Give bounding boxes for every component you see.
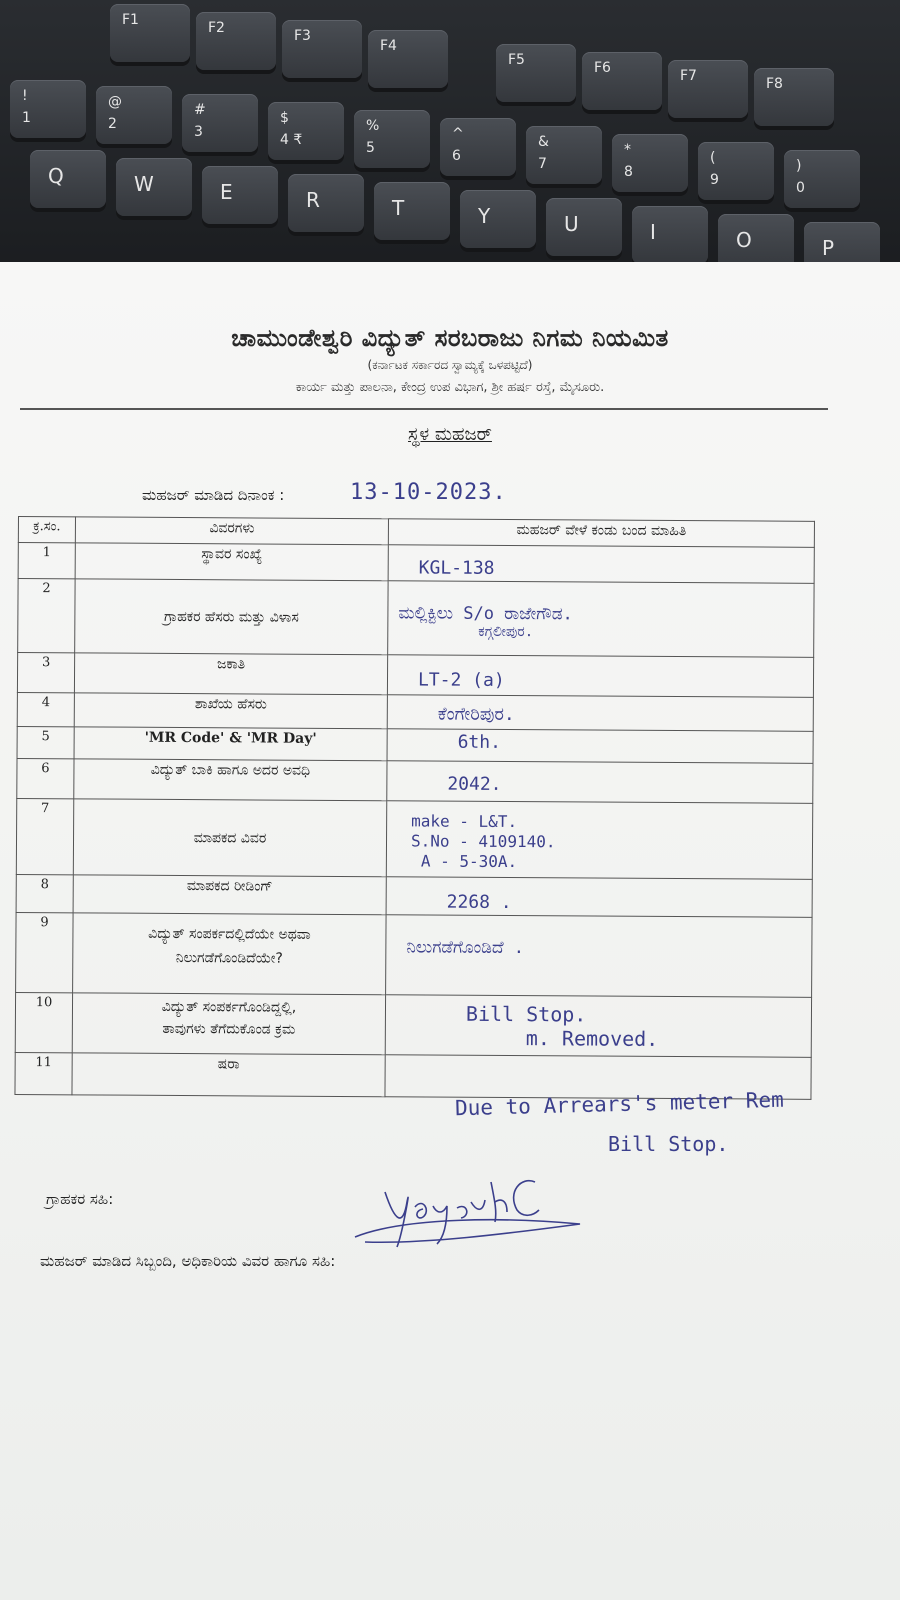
- row-item-text: ವಿದ್ಯುತ್ ಸಂಪರ್ಕಗೊಂಡಿದ್ದಲ್ಲಿ,: [161, 998, 297, 1016]
- key-label: F4: [380, 38, 397, 54]
- handwritten-text: m. Removed.: [525, 1026, 659, 1051]
- row-item-text: ತಾವುಗಳು ತೆಗೆದುಕೊಂಡ ಕ್ರಮ: [162, 1020, 296, 1038]
- keyboard-backdrop: [0, 0, 900, 275]
- row-serial: 1: [18, 543, 75, 579]
- key-label: 8: [624, 164, 633, 180]
- handwritten-text: 2042.: [447, 773, 502, 795]
- row-serial: 8: [16, 874, 73, 912]
- key-label: F2: [208, 20, 225, 36]
- handwritten-text: A - 5-30A.: [420, 851, 518, 872]
- handwritten-text: ನಿಲುಗಡೆಗೊಂಡಿದೆ .: [406, 937, 525, 959]
- row-value: [387, 729, 813, 764]
- customer-signature-label: ಗ್ರಾಹಕರ ಸಹಿ:: [46, 1190, 114, 1208]
- key-label: #: [194, 102, 206, 118]
- key-label: (: [710, 150, 716, 166]
- row-item: ವಿದ್ಯುತ್ ಬಾಕಿ ಹಾಗೂ ಅದರ ಅವಧಿ: [74, 759, 387, 801]
- customer-signature: [345, 1162, 585, 1252]
- key-f8: [754, 68, 834, 126]
- key-f2: [196, 12, 276, 70]
- mahazar-document: [0, 262, 900, 1600]
- key-label: I: [650, 220, 656, 244]
- key-r: [288, 174, 364, 232]
- row-item: ಮಾಪಕದ ರೀಡಿಂಗ್: [73, 875, 386, 915]
- row-item: ಜಕಾತಿ: [74, 653, 387, 695]
- staff-signature-label: ಮಹಜರ್ ಮಾಡಿದ ಸಿಬ್ಬಂದಿ, ಅಧಿಕಾರಿಯ ವಿವರ ಹಾಗೂ ಸಹಿ:: [40, 1252, 336, 1270]
- table-row: [18, 579, 814, 658]
- key-label: 3: [194, 124, 203, 140]
- key-label: 4 ₹: [280, 132, 303, 148]
- key-label: 5: [366, 140, 375, 156]
- row-serial: 7: [16, 798, 73, 874]
- header-serial: ಕ್ರ.ಸಂ.: [18, 517, 75, 543]
- table-row: [16, 874, 812, 917]
- row-serial: 2: [18, 579, 75, 653]
- row-item: 'MR Code' & 'MR Day': [74, 727, 387, 761]
- row-serial: 3: [17, 653, 74, 693]
- table-row: [16, 798, 812, 879]
- table-row: [17, 758, 813, 803]
- key-f6: [582, 52, 662, 110]
- row-item: [72, 993, 385, 1055]
- handwritten-text: ಕೆಂಗೇರಿಪುರ.: [437, 703, 515, 726]
- key-label: Y: [478, 204, 491, 228]
- row-item-text: ಮಾಪಕದ ವಿವರ: [193, 829, 267, 847]
- handwritten-text: Bill Stop.: [465, 1001, 587, 1027]
- key-6: [440, 118, 516, 176]
- key-label: @: [108, 94, 122, 110]
- row-value: [388, 545, 814, 584]
- row-item: [73, 913, 386, 995]
- key-1: [10, 80, 86, 138]
- key-label: P: [822, 236, 835, 260]
- remarks-handwritten-2: Bill Stop.: [608, 1132, 729, 1156]
- office-address: ಕಾರ್ಯ ಮತ್ತು ಪಾಲನಾ, ಕೇಂದ್ರ ಉಪ ವಿಭಾಗ, ಶ್ರೀ ಹರ್ಷ ರಸ್ತೆ, ಮೈಸೂರು.: [295, 380, 605, 395]
- key-f5: [496, 44, 576, 102]
- key-label: U: [564, 212, 579, 236]
- key-label: 9: [710, 172, 719, 188]
- table-row: [18, 543, 814, 584]
- key-3: [182, 94, 258, 152]
- row-value: [386, 801, 812, 880]
- key-u: [546, 198, 622, 256]
- key-label: O: [736, 228, 752, 252]
- key-label: ): [796, 158, 802, 174]
- key-t: [374, 182, 450, 240]
- row-value: [386, 915, 812, 998]
- row-serial: 4: [17, 692, 74, 726]
- key-label: F5: [508, 52, 525, 68]
- document-heading: ಸ್ಥಳ ಮಹಜರ್: [408, 424, 492, 445]
- key-label: 0: [796, 180, 805, 196]
- key-i: [632, 206, 708, 264]
- date-label: ಮಹಜರ್ ಮಾಡಿದ ದಿನಾಂಕ :: [142, 486, 285, 504]
- handwritten-text: make - L&T.: [411, 811, 518, 832]
- key-0: [784, 150, 860, 208]
- row-serial: 11: [15, 1052, 72, 1094]
- key-label: 1: [22, 110, 31, 126]
- row-serial: 5: [17, 726, 74, 758]
- header-details: ವಿವರಗಳು: [75, 517, 388, 545]
- mahazar-table: [14, 516, 815, 1100]
- row-item-text: ವಿದ್ಯುತ್ ಸಂಪರ್ಕದಲ್ಲಿದೆಯೇ ಅಥವಾ: [148, 925, 311, 943]
- key-label: $: [280, 110, 289, 126]
- header-observed: ಮಹಜರ್ ವೇಳೆ ಕಂಡು ಬಂದ ಮಾಹಿತಿ: [388, 519, 814, 548]
- key-label: 7: [538, 156, 547, 172]
- key-y: [460, 190, 536, 248]
- key-9: [698, 142, 774, 200]
- key-label: 6: [452, 148, 461, 164]
- table-row: [15, 992, 811, 1057]
- key-2: [96, 86, 172, 144]
- key-w: [116, 158, 192, 216]
- row-item: ಸ್ಥಾವರ ಸಂಖ್ಯೆ: [75, 543, 388, 581]
- handwritten-text: KGL-138: [418, 557, 495, 579]
- row-value: [385, 995, 811, 1058]
- header-divider: [20, 408, 828, 410]
- row-item-text: ಗ್ರಾಹಕರ ಹೆಸರು ಮತ್ತು ವಿಳಾಸ: [163, 608, 299, 626]
- row-item-text: ನಿಲುಗಡೆಗೊಂಡಿದೆಯೇ?: [175, 949, 283, 967]
- key-8: [612, 134, 688, 192]
- table-row: [17, 692, 813, 731]
- key-label: F7: [680, 68, 697, 84]
- key-label: R: [306, 188, 320, 212]
- row-item: ಶಾಖೆಯ ಹೆಸರು: [74, 693, 387, 729]
- handwritten-text: LT-2 (a): [417, 669, 505, 691]
- key-label: W: [134, 172, 154, 196]
- key-label: *: [624, 142, 631, 158]
- row-value: [387, 695, 813, 732]
- key-e: [202, 166, 278, 224]
- key-f4: [368, 30, 448, 88]
- paper-sheet: [0, 262, 900, 1600]
- key-q: [30, 150, 106, 208]
- key-label: %: [366, 118, 380, 134]
- row-serial: 9: [16, 912, 73, 992]
- date-value: 13-10-2023.: [350, 480, 507, 505]
- key-label: F1: [122, 12, 139, 28]
- remarks-handwritten: Due to Arrears's meter Rem: [454, 1087, 784, 1121]
- key-label: ^: [452, 126, 464, 142]
- row-serial: 10: [15, 992, 72, 1052]
- row-item: [73, 799, 386, 877]
- handwritten-text: ಕಗ್ಗಲೀಪುರ.: [478, 623, 534, 641]
- key-label: &: [538, 134, 549, 150]
- row-value: [386, 877, 812, 918]
- row-value: [387, 761, 813, 804]
- row-value: [388, 581, 814, 658]
- key-label: !: [22, 88, 28, 104]
- key-label: T: [392, 196, 405, 220]
- key-f7: [668, 60, 748, 118]
- key-4: [268, 102, 344, 160]
- key-f3: [282, 20, 362, 78]
- key-label: E: [220, 180, 233, 204]
- company-subtitle: (ಕರ್ನಾಟಕ ಸರ್ಕಾರದ ಸ್ವಾಮ್ಯಕ್ಕೆ ಒಳಪಟ್ಟಿದೆ): [367, 358, 533, 372]
- row-serial: 6: [17, 758, 74, 798]
- row-value: [387, 655, 813, 698]
- key-label: F8: [766, 76, 783, 92]
- key-7: [526, 126, 602, 184]
- key-label: F3: [294, 28, 311, 44]
- row-item: [75, 579, 388, 655]
- key-label: F6: [594, 60, 611, 76]
- row-item: ಷರಾ: [72, 1053, 385, 1097]
- handwritten-text: ಮಲ್ಲಿಕ್ಟಿಲು S/o ರಾಜೇಗೌಡ.: [398, 603, 573, 625]
- table-row: [16, 912, 812, 997]
- handwritten-text: 6th.: [457, 731, 502, 753]
- key-label: 2: [108, 116, 117, 132]
- key-5: [354, 110, 430, 168]
- table-row: [17, 726, 813, 763]
- handwritten-text: 2268 .: [446, 891, 512, 914]
- key-label: Q: [48, 164, 64, 188]
- handwritten-text: S.No - 4109140.: [410, 831, 556, 852]
- table-row: [17, 653, 813, 698]
- key-f1: [110, 4, 190, 62]
- company-title: ಚಾಮುಂಡೇಶ್ವರಿ ವಿದ್ಯುತ್ ಸರಬರಾಜು ನಿಗಮ ನಿಯಮಿತ: [231, 324, 669, 352]
